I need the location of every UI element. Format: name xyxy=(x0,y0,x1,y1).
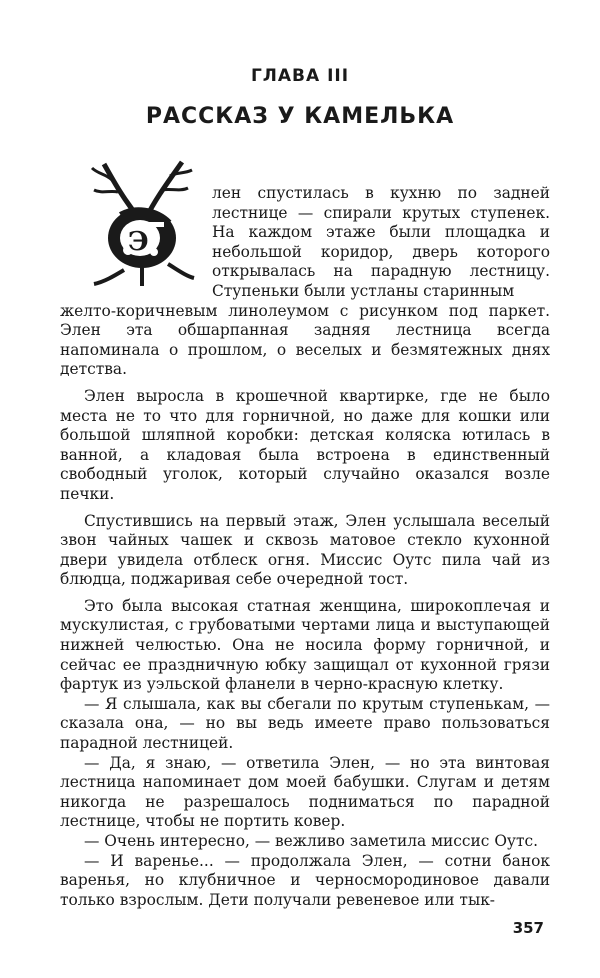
dialogue-line: — Да, я знаю, — ответила Элен, — но эта винтовая лестница напоминает дом моей бабушки. Слугам и детям никогда не разрешалось подниматься по парадной лестнице, чтобы не портить ковер. xyxy=(60,753,550,831)
dialogue-line: — И варенье... — продолжала Элен, — сотни банок варенья, но клубничное и черносмородиновое давали только взрослым. Дети получали ревеневое или тык- xyxy=(60,851,550,909)
dialogue-line: — Очень интересно, — вежливо заметила миссис Оутс. xyxy=(84,832,539,850)
paragraph: Это была высокая статная женщина, широкоплечая и мускулистая, с грубоватыми чертами лица и выступающей нижней челюстью. Она не носила форму горничной, и сейчас ее праздничную юбку защищал от кухонной грязи фартук из уэльской фланели в черно-красную клетку. xyxy=(60,596,550,694)
first-paragraph-continued: желто-коричневым линолеумом с рисунком под паркет. Элен эта обшарпанная задняя лестница всегда напоминала о прошлом, о веселых и безмятежных днях детства. xyxy=(60,301,550,379)
dropcap-wrapped-lines: лен спустилась в кухню по задней лестнице — спирали крутых ступенек. На каждом этаже были площадка и небольшой коридор, дверь которого открывалась на парадную лестницу. Ступеньки были устланы старинным xyxy=(212,184,550,300)
paragraph: Элен выросла в крошечной квартирке, где не было места не то что для горничной, но даже для кошки или большой шляпной коробки: детская коляска ютилась в ванной, а кладовая была встроена в единственный свободный уголок, который случайно оказался возле печки. xyxy=(60,386,550,503)
page-number: 357 xyxy=(512,919,544,937)
chapter-title: РАССКАЗ У КАМЕЛЬКА xyxy=(145,104,455,129)
dropcap-letter: Э xyxy=(128,227,149,257)
dialogue-line: — Я слышала, как вы сбегали по крутым ступенькам, — сказала она, — но вы ведь имеете право пользоваться парадной лестницей. xyxy=(60,694,550,753)
body-text xyxy=(60,184,550,910)
first-paragraph xyxy=(60,184,550,380)
chapter-number: ГЛАВА III xyxy=(250,66,350,86)
paragraph: Спустившись на первый этаж, Элен услышала веселый звон чайных чашек и сквозь матовое стекло кухонной двери увидела отблеск огня. Миссис Оутс пила чай из блюдца, поджаривая себе очередной тост. xyxy=(60,511,550,589)
